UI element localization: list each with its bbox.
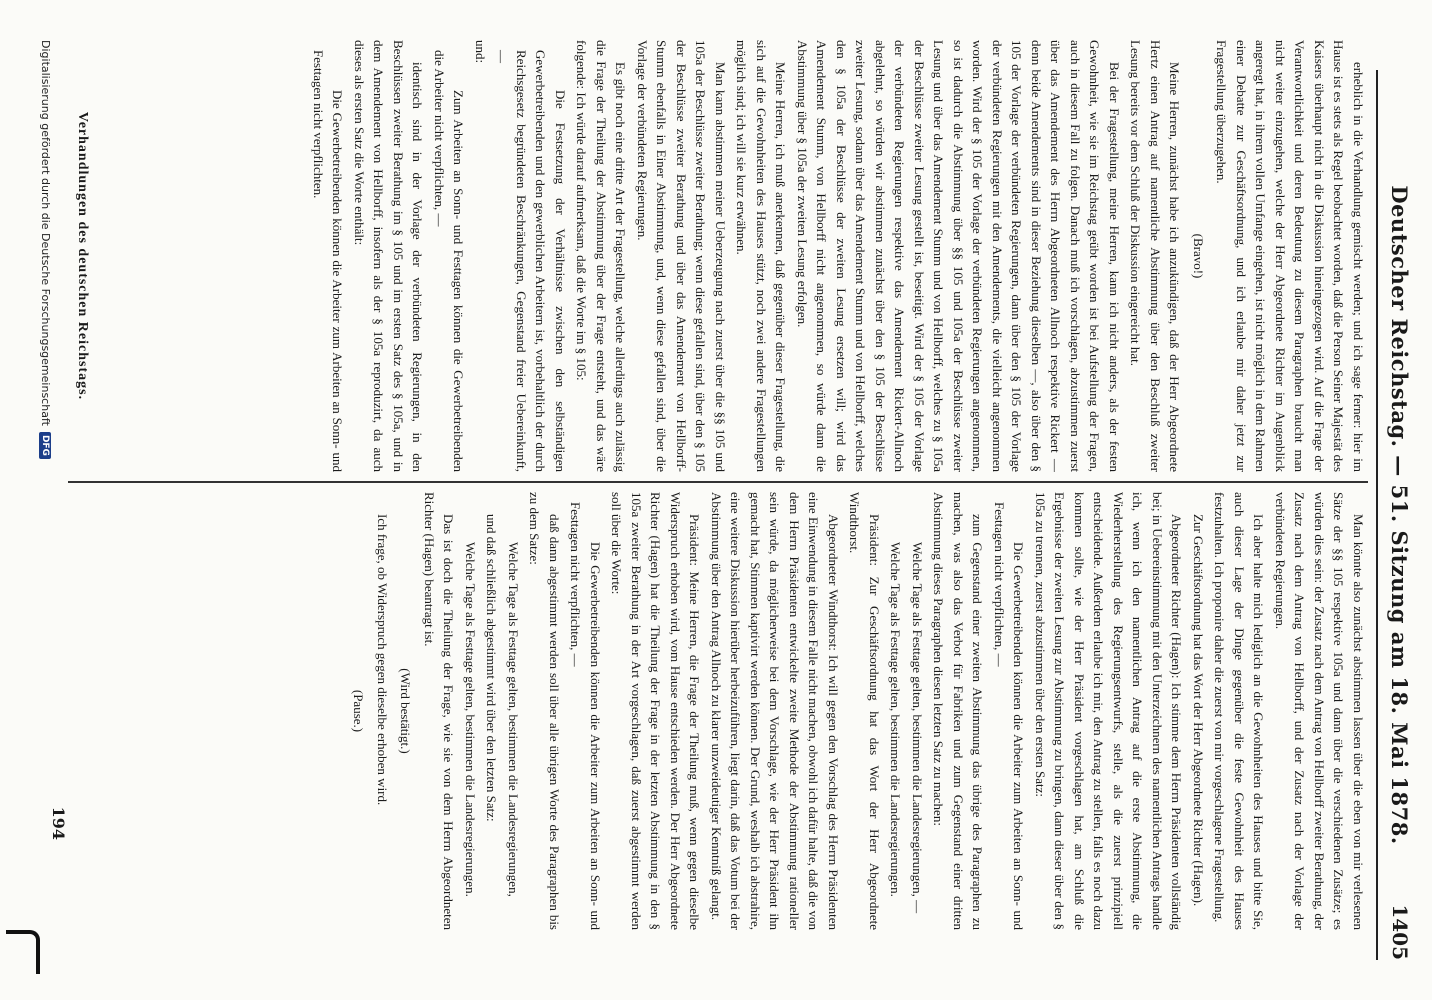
digitization-text: Digitalisierung gefördert durch die Deutsche Forschungsgemeinschaft [39,40,52,426]
paragraph: zum Gegenstand einer zweiten Abstimmung das übrige des Paragraphen zu machen, was also das Verbot für Fabriken und zum Gegenstand einer dritten Abstimmung dieses Paragraphen diesen letzten Satz zu machen: [931,492,986,930]
paragraph: Zur Geschäftsordnung hat das Wort der Herr Abgeordnete Richter (Hagen). [1191,514,1206,907]
left-footer-title: Verhandlungen des deutschen Reichstags. [75,111,90,401]
quoted-text: Die Gewerbetreibenden können die Arbeiter zum Arbeiten an Sonn- und Festtagen nicht verpflichten. [311,50,346,472]
paragraph: Das ist doch die Theilung der Frage, wie sie von dem Herrn Abgeordneten Richter (Hagen) beantragt ist. [422,492,457,930]
paragraph: Ich aber halte mich lediglich an die Gewohnheiten des Hauses und bitte Sie, auch dieser Lage der Dinge gegenüber die feste Gewohnheit des Hauses festzuhalten. Ich proponire daher die zuerst von mir vorgeschlagene Fragestellung. [1212,492,1267,930]
speech-paragraph: Präsident: Meine Herren, die Frage der Theilung muß, wenn gegen dieselbe Widerspruch erhoben wird, vom Hause entschieden werden. Der Herr Abgeordnete Richter (Hagen) hat die Theilung der Frage in der letzten Abstimmung in den § 105a zweiter Berathung in der Art vorgeschlagen, daß zuerst abgestimmt werden soll über die Worte: [609,492,703,930]
paragraph: Man könnte also zunächst abstimmen lassen über die eben von mir verlesenen Sätze der §§ 105 respektive 105a und dann über die verschiedenen Zusätze; es würden dies sein: der Zusatz nach dem Antrag von Hellborff zweiter Berathung, der Zusatz nach dem Antrag von Hellborff, und der Zusatz nach der Vorlage der verbündeten Regierungen. [1273,492,1366,930]
left-column [68,40,1368,472]
quoted-text: Welche Tage als Festtage gelten, bestimmen die Landesregierungen, — [910,542,925,914]
digitization-credit [39,40,52,960]
speech-paragraph: Präsident: Zur Geschäftsordnung hat das Wort der Herr Abgeordnete Windthorst. [847,492,882,930]
scan-edge-mark [6,930,40,974]
quoted-text: Die Festsetzung der Verhältnisse zwischen den selbständigen Gewerbetreibenden und den gewerblichen Arbeitern ist, vorbehaltlich der durch Reichsgesetz begründeten Beschränkungen, Gegenstand freier Uebereinkunft, — [494,50,568,472]
page-header [1376,70,1418,960]
paragraph: Ich frage, ob Widerspruch gegen dieselbe erhoben wird. [375,514,390,806]
quoted-text: Die Gewerbetreibenden können die Arbeiter zum Arbeiten an Sonn- und Festtagen nicht verpflichten, — [568,502,603,930]
quoted-text: Welche Tage als Festtage gelten, bestimmen die Landesregierungen. [888,542,904,897]
quoted-text: Zum Arbeiten an Sonn- und Festtagen können die Gewerbetreibenden die Arbeiter nicht verpflichten, — [432,50,467,472]
paragraph: identisch sind in der Vorlage der verbündeten Regierungen, in den Beschlüssen zweiter Berathung im § 105 und im ersten Satz des § 105a, und in dem Amendement von Hellborff, insofern als der § 105a reproduzirt, da auch dieses als ersten Satz die Worte enthält: [352,40,426,472]
paragraph: und daß schließlich abgestimmt wird über den letzten Satz: [484,514,500,822]
paragraph: Meine Herren, zunächst habe ich anzukündigen, daß der Herr Abgeordnete Hertz einen Antrag auf namentliche Abstimmung über den Beschluß zweiter Lesung bereits vor dem Schluß der Diskussion eingereicht hat. [1128,40,1183,472]
speech-paragraph: Abgeordneter Richter (Hagen): Ich stimme dem Herrn Präsidenten vollständig bei; in Uebereinstimmung mit den Unterzeichnern des namentlichen Antrags handle ich, wenn ich den namentlichen Antrag auf die erste Abstimmung, die Wiederherstellung des Regierungsentwurfs, stelle, als die zuerst prinzipiell entscheidende. Außerdem erlaube ich mir, den Antrag zu stellen, falls es noch dazu kommen sollte, wie der Herr Präsident vorgeschlagen hat, am Schluß die Ergebnisse der zweiten Lesung zur Abstimmung zu bringen, dann dieser über den § 105a zu trennen, zuerst abzustimmen über den ersten Satz: [1033,492,1185,930]
column-divider [68,481,1368,483]
quoted-text: Die Gewerbetreibenden können die Arbeiter zum Arbeiten an Sonn- und Festtagen nicht verpflichten, — [992,502,1027,930]
paragraph: erheblich in die Verhandlung gemischt werden; und ich sage ferner: hier im Hause ist es stets als Regel beobachtet worden, daß die Person Seiner Majestät des Kaisers überhaupt nicht in die Diskussion hineingezogen wird. Auf die Frage der Verantwortlichkeit und deren Bedeutung zu diesem Paragraphen braucht man nicht weiter einzugehen, welche der Herr Abgeordnete Richter im Augenblick angeregt hat, in ihrem vollen Umfange eingehen, ist nicht möglich in dem Rahmen einer Debatte zur Geschäftsordnung, und ich erlaube mir daher jetzt zur Fragestellung überzugehen. [1214,40,1366,472]
paragraph: Bei der Fragestellung, meine Herren, kann ich nicht anders, als der festen Gewohnheit, wie sie im Reichstag geübt worden ist bei Aufstellung der Fragen, auch in diesem Fall zu folgen. Danach muß ich vorschlagen, abzustimmen zuerst über das Amendement des Herrn Abgeordneten Allnoch respektive Rickert — denn beide Amendements sind in dieser Beziehung dieselben —, also über den § 105 der Vorlage der verbündeten Regierungen, dann über den § 105 der Vorlage der verbündeten Regierungen mit den Amendements, die vielleicht angenommen worden. Wird der § 105 der Vorlage der verbündeten Regierungen angenommen, so ist dadurch die Abstimmung über §§ 105 und 105a der Beschlüsse zweiter Lesung und über das Amendement Stumm und von Hellborff, welches zu § 105a der Beschlüsse zweiter Lesung gestellt ist, beseitigt. Wird der § 105 der Vorlage der verbündeten Regierungen respektive das Amendement Rickert-Allnoch abgelehnt, so würden wir abstimmen zunächst über den § 105 der Beschlüsse zweiter Lesung, sodann über das Amendement Stumm und von Hellborff, welches den § 105a der Beschlüsse der zweiten Lesung ersetzen will; wird das Amendement Stumm, von Hellborff nicht angenommen, so würde dann die Abstimmung über § 105a der zweiten Lesung erfolgen. [795,40,1122,472]
speech-paragraph: Abgeordneter Windthorst: Ich will gegen den Vorschlag des Herrn Präsidenten eine Einwendung in diesem Falle nicht machen, obwohl ich dafür halte, daß die von dem Herrn Präsidenten entwickelte zweite Methode der Abstimmung rationeller sein würde, da möglicherweise bei dem Vorschlage, wie der Herr Präsident ihn gemacht hat, Stimmen kaptivirt werden können. Der Grund, weshalb ich abstrahire, eine weitere Diskussion hierüber herbeizuführen, liegt darin, daß das Votum bei der Abstimmung über den Antrag Allnoch zu klarer unzweideutiger Kenntniß gelangt. [709,492,841,930]
dfg-logo-icon: DFG [40,432,52,459]
header-page-number: 1405 [1388,904,1412,960]
right-column [68,492,1368,930]
paragraph: Es gibt noch eine dritte Art der Fragestellung, welche allerdings auch zulässig die Frage der Theilung der Abstimmung über der Frage entsteht, und das wäre folgende: Ich würde darauf aufmerksam, daß die Worte im § 105: [574,40,629,472]
paragraph: daß dann abgestimmt werden soll über alle übrigen Worte des Paragraphen bis zu dem Satze: [527,492,562,930]
quoted-text: Welche Tage als Festtage gelten, bestimmen die Landesregierungen. [463,542,478,897]
pause-note: (Pause.) [351,689,367,733]
quoted-text: Welche Tage als Festtage gelten, bestimmen die Landesregierungen, [506,542,521,897]
confirmation-note: (Wird bestätigt.) [398,668,414,754]
paragraph: Man kann abstimmen meiner Ueberzeugung nach zuerst über die §§ 105 und 105a der Beschlüsse zweiter Berathung; wenn diese gefallen sind, über den § 105 der Beschlüsse zweiter Berathung und über das Amendement von Hellborff-Stumm ebenfalls in Einer Abstimmung, und, wenn diese gefallen sind, über die Vorlage der verbündeten Regierungen. [635,40,728,472]
applause-note: (Bravo!) [1191,233,1206,279]
header-title: Deutscher Reichstag. — 51. Sitzung am 18. Mai 1878. [1387,185,1412,845]
footer-page-number: 194 [49,806,68,840]
connector-text: und: [473,40,488,64]
paragraph: Meine Herren, ich muß anerkennen, daß gegenüber dieser Fragestellung, die sich auf die Gewohnheiten des Hauses stützt, noch zwei andere Fragestellungen möglich sind; ich will sie kurz erwähnen. [734,40,789,472]
